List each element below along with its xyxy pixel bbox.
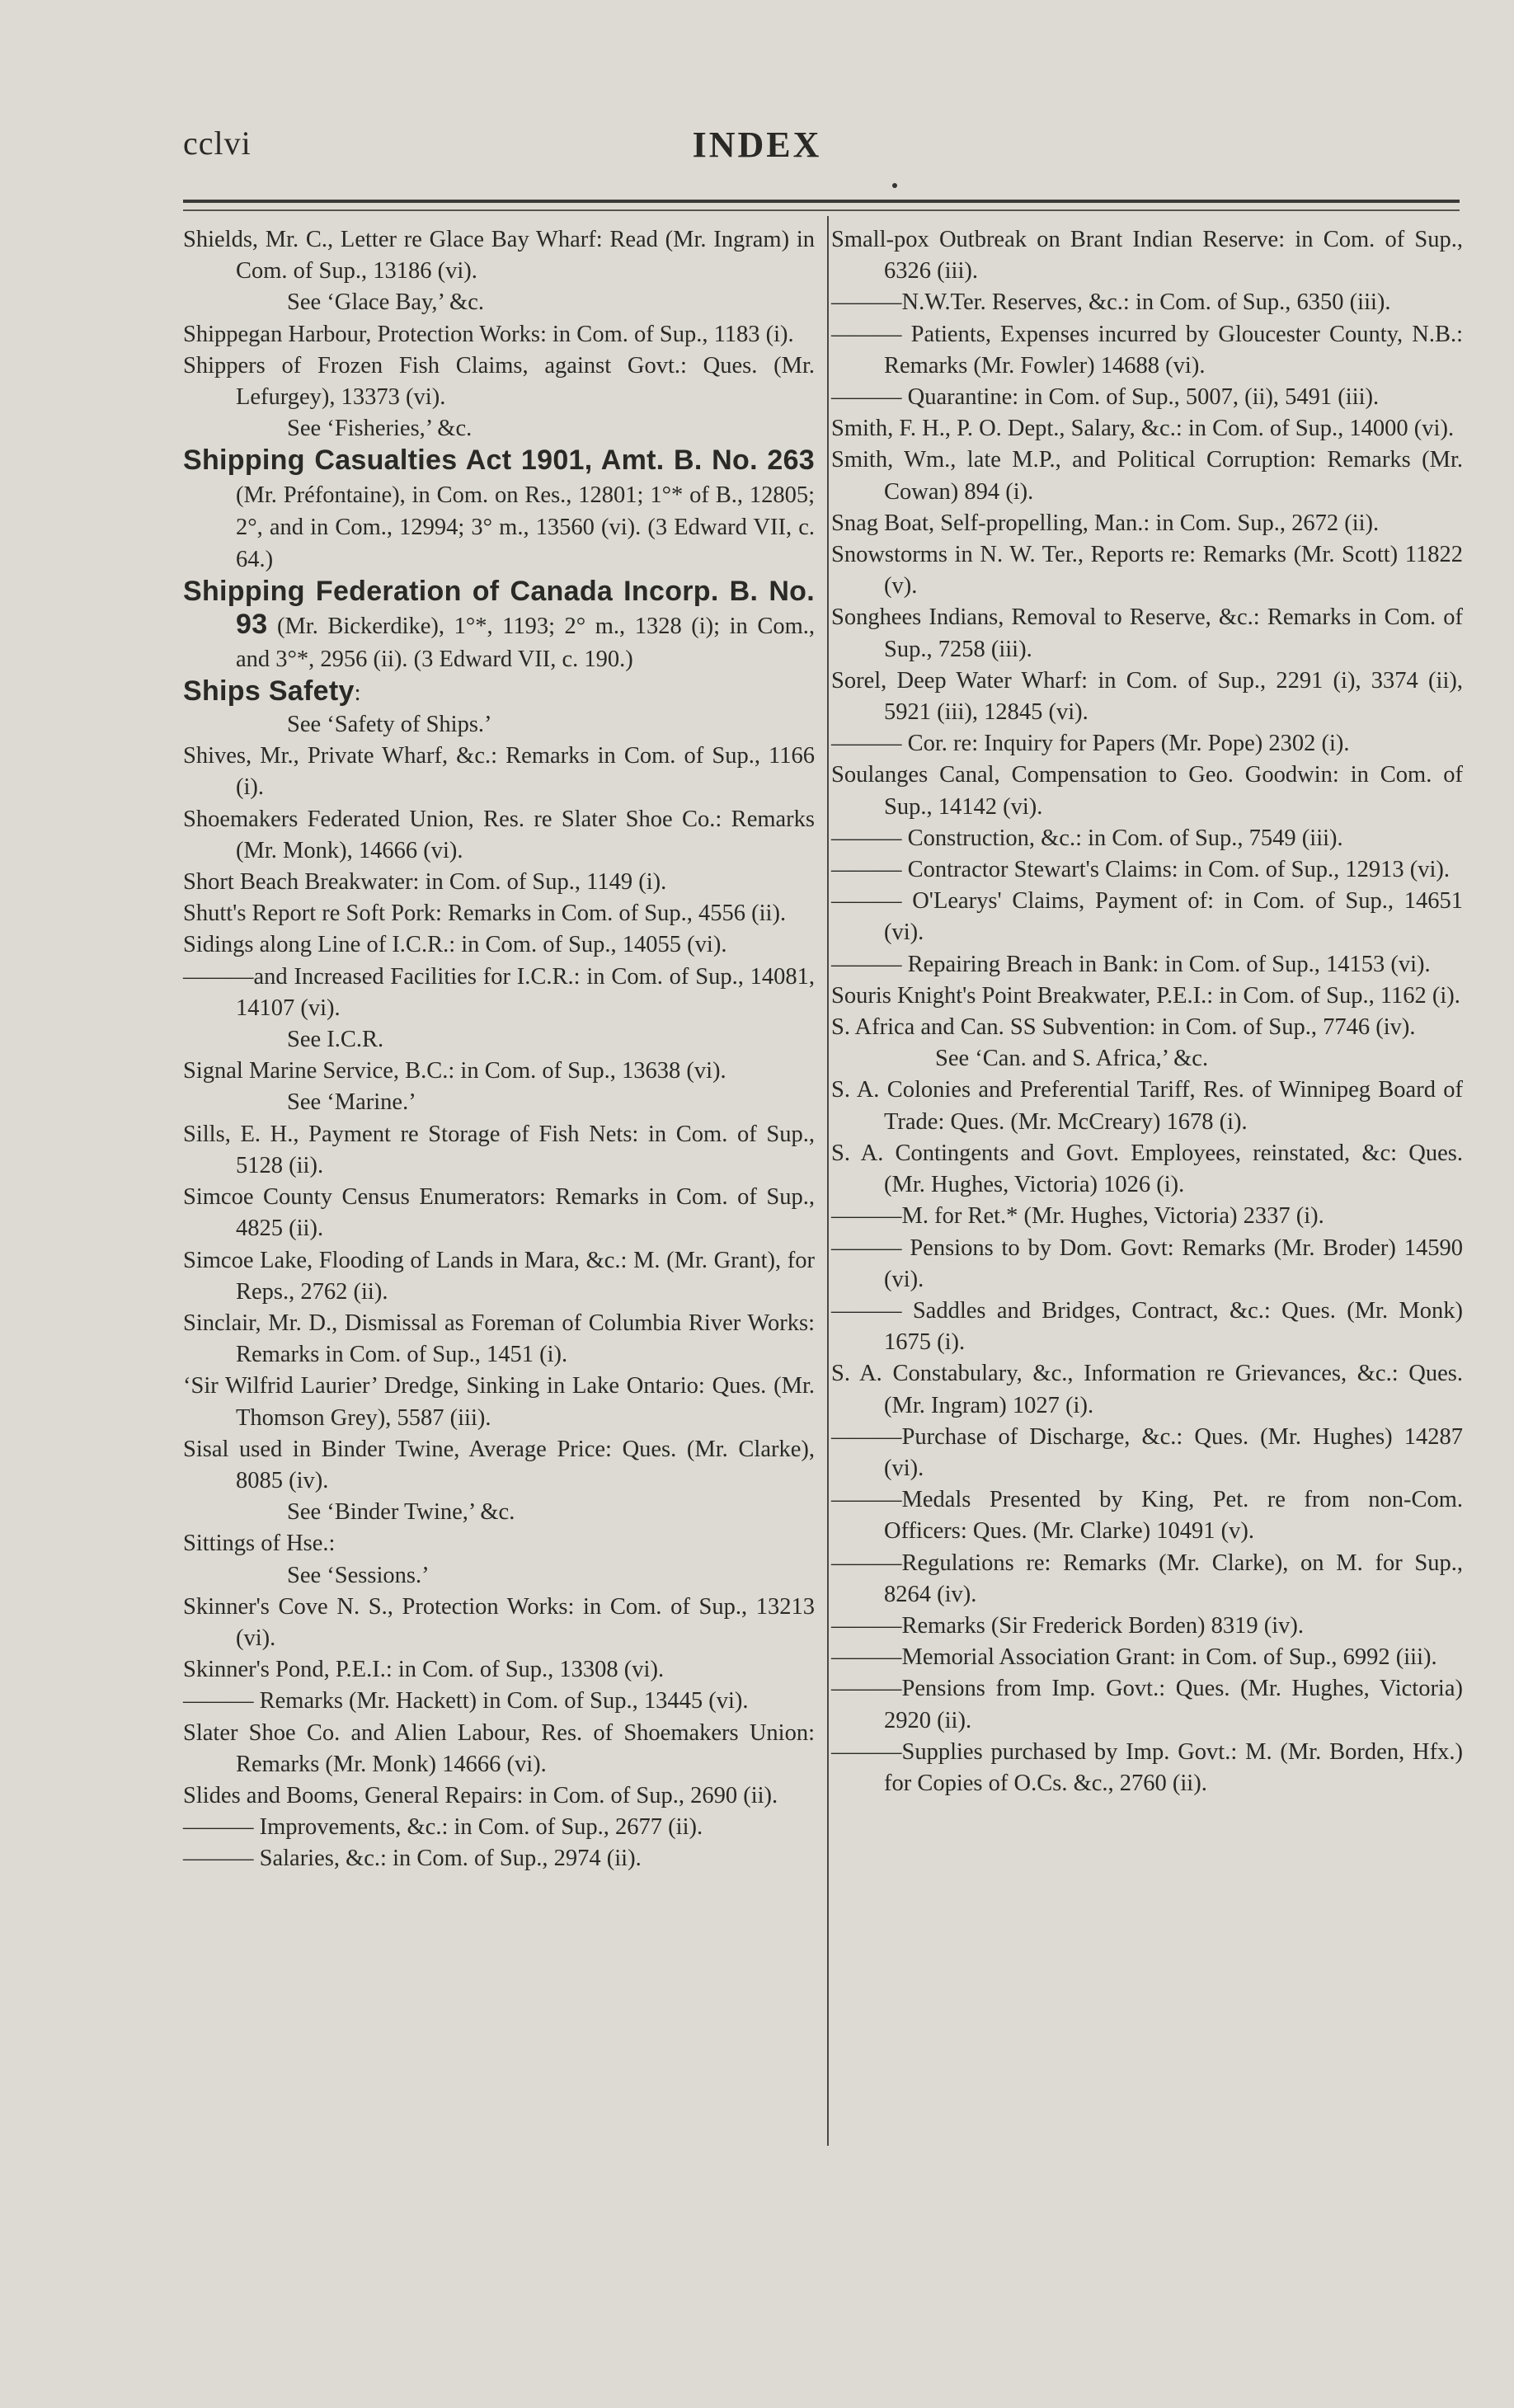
index-entry: S. A. Constabulary, &c., Information re Grievances, &c.: Ques. (Mr. Ingram) 1027 (i). bbox=[831, 1361, 1463, 1418]
index-entry: Sorel, Deep Water Wharf: in Com. of Sup., 2291 (i), 3374 (ii), 5921 (iii), 12845 (vi). bbox=[831, 667, 1463, 726]
index-entry: S. A. Contingents and Govt. Employees, reinstated, &c: Ques. (Mr. Hughes, Victoria) 1026 (i). bbox=[831, 1140, 1463, 1198]
index-subentry: ———Medals Presented by King, Pet. re from non-Com. Officers: Ques. (Mr. Clarke) 10491 (v). bbox=[831, 1487, 1463, 1545]
header-ornament bbox=[892, 183, 897, 188]
bill-heading: Ships Safety bbox=[183, 675, 355, 707]
index-subentry: ——— Saddles and Bridges, Contract, &c.: Ques. (Mr. Monk) 1675 (i). bbox=[831, 1297, 1463, 1356]
index-entry: Smith, F. H., P. O. Dept., Salary, &c.: in Com. of Sup., 14000 (vi). bbox=[831, 416, 1455, 442]
index-entry: Simcoe Lake, Flooding of Lands in Mara, &c.: M. (Mr. Grant), for Reps., 2762 (ii). bbox=[183, 1247, 815, 1305]
index-subentry: ——— Remarks (Mr. Hackett) in Com. of Sup., 13445 (vi). bbox=[183, 1688, 749, 1714]
cross-reference: See ‘Safety of Ships.’ bbox=[287, 712, 492, 738]
index-entry: Signal Marine Service, B.C.: in Com. of Sup., 13638 (vi). bbox=[183, 1058, 726, 1084]
index-entry: Songhees Indians, Removal to Reserve, &c.: Remarks in Com. of Sup., 7258 (iii). bbox=[831, 604, 1463, 662]
header-rule-thin bbox=[183, 209, 1460, 211]
index-subentry: ——— Quarantine: in Com. of Sup., 5007, (ii), 5491 (iii). bbox=[831, 384, 1380, 411]
column-divider bbox=[827, 216, 829, 2146]
bill-heading: Shipping Federation of Canada Incorp. B. No. 93 bbox=[183, 576, 815, 641]
index-entry: Soulanges Canal, Compensation to Geo. Goodwin: in Com. of Sup., 14142 (vi). bbox=[831, 762, 1463, 820]
index-entry: Sills, E. H., Payment re Storage of Fish Nets: in Com. of Sup., 5128 (ii). bbox=[183, 1121, 815, 1178]
index-subentry: ——— O'Learys' Claims, Payment of: in Com. of Sup., 14651 (vi). bbox=[831, 888, 1463, 946]
index-entry: Simcoe County Census Enumerators: Remarks in Com. of Sup., 4825 (ii). bbox=[183, 1184, 815, 1242]
index-entry-bill bbox=[183, 675, 815, 709]
index-entry: Shippers of Frozen Fish Claims, against Govt.: Ques. (Mr. Lefurgey), 13373 (vi). bbox=[183, 352, 815, 411]
index-subentry: ———Regulations re: Remarks (Mr. Clarke), on M. for Sup., 8264 (iv). bbox=[831, 1550, 1463, 1607]
index-subentry: ——— Improvements, &c.: in Com. of Sup., 2677 (ii). bbox=[183, 1814, 703, 1841]
index-subentry: ——— Pensions to by Dom. Govt: Remarks (Mr. Broder) 14590 (vi). bbox=[831, 1235, 1463, 1292]
bill-detail: (Mr. Préfontaine), in Com. on Res., 12801; 1°* of B., 12805; 2°, and in Com., 12994; 3° m., 13560 (vi). (3 Edward VII, c. 64.) bbox=[236, 482, 815, 573]
index-entry: S. A. Colonies and Preferential Tariff, Res. of Winnipeg Board of Trade: Ques. (Mr. McCreary) 1678 (i). bbox=[831, 1077, 1463, 1135]
index-subentry: ———Remarks (Sir Frederick Borden) 8319 (iv). bbox=[831, 1612, 1305, 1639]
index-entry: Snowstorms in N. W. Ter., Reports re: Remarks (Mr. Scott) 11822 (v). bbox=[831, 542, 1463, 600]
right-index-column bbox=[831, 224, 1463, 1799]
index-entry: Souris Knight's Point Breakwater, P.E.I.: in Com. of Sup., 1162 (i). bbox=[831, 982, 1460, 1009]
index-subentry: ———N.W.Ter. Reserves, &c.: in Com. of Sup., 6350 (iii). bbox=[831, 289, 1391, 316]
cross-reference: See ‘Fisheries,’ &c. bbox=[287, 416, 473, 442]
index-subentry: ——— Repairing Breach in Bank: in Com. of Sup., 14153 (vi). bbox=[831, 951, 1431, 977]
index-subentry: ——— Contractor Stewart's Claims: in Com. of Sup., 12913 (vi). bbox=[831, 857, 1451, 883]
left-index-column bbox=[183, 224, 815, 1875]
index-subentry: ——— Salaries, &c.: in Com. of Sup., 2974 (ii). bbox=[183, 1846, 642, 1872]
index-subentry: ———Memorial Association Grant: in Com. of Sup., 6992 (iii). bbox=[831, 1644, 1437, 1671]
index-subentry: ——— Cor. re: Inquiry for Papers (Mr. Pope) 2302 (i). bbox=[831, 731, 1350, 757]
header-rule bbox=[183, 200, 1460, 203]
index-entry: Sisal used in Binder Twine, Average Price: Ques. (Mr. Clarke), 8085 (iv). bbox=[183, 1436, 815, 1493]
cross-reference: See I.C.R. bbox=[287, 1027, 384, 1053]
index-entry: Sidings along Line of I.C.R.: in Com. of Sup., 14055 (vi). bbox=[183, 932, 727, 958]
index-entry: Shoemakers Federated Union, Res. re Slater Shoe Co.: Remarks (Mr. Monk), 14666 (vi). bbox=[183, 806, 815, 863]
cross-reference: See ‘Marine.’ bbox=[287, 1089, 416, 1116]
index-entry: Shippegan Harbour, Protection Works: in Com. of Sup., 1183 (i). bbox=[183, 321, 794, 347]
cross-reference: See ‘Sessions.’ bbox=[287, 1562, 430, 1588]
index-subentry: ——— Patients, Expenses incurred by Gloucester County, N.B.: Remarks (Mr. Fowler) 14688 (vi). bbox=[831, 321, 1463, 379]
index-entry: Shutt's Report re Soft Pork: Remarks in Com. of Sup., 4556 (ii). bbox=[183, 901, 787, 927]
cross-reference: See ‘Can. and S. Africa,’ &c. bbox=[935, 1046, 1209, 1072]
index-entry: Smith, Wm., late M.P., and Political Corruption: Remarks (Mr. Cowan) 894 (i). bbox=[831, 447, 1463, 505]
bill-detail: (Mr. Bickerdike), 1°*, 1193; 2° m., 1328 (i); in Com., and 3°*, 2956 (ii). (3 Edward VII, c. 190.) bbox=[236, 614, 815, 672]
index-entry: Sinclair, Mr. D., Dismissal as Foreman of Columbia River Works: Remarks in Com. of Sup., 1451 (i). bbox=[183, 1310, 815, 1368]
cross-reference: See ‘Binder Twine,’ &c. bbox=[287, 1499, 515, 1526]
index-entry: S. Africa and Can. SS Subvention: in Com. of Sup., 7746 (iv). bbox=[831, 1014, 1416, 1041]
index-entry-bill bbox=[183, 444, 815, 576]
index-subentry: ———Pensions from Imp. Govt.: Ques. (Mr. Hughes, Victoria) 2920 (ii). bbox=[831, 1676, 1463, 1733]
index-subentry: ——— Construction, &c.: in Com. of Sup., 7549 (iii). bbox=[831, 825, 1343, 851]
bill-heading: Shipping Casualties Act 1901, Amt. B. No. 263 bbox=[183, 444, 815, 477]
index-entry: Short Beach Breakwater: in Com. of Sup., 1149 (i). bbox=[183, 869, 667, 896]
index-entry: Skinner's Pond, P.E.I.: in Com. of Sup., 13308 (vi). bbox=[183, 1657, 665, 1683]
index-entry: Snag Boat, Self-propelling, Man.: in Com. Sup., 2672 (ii). bbox=[831, 510, 1380, 536]
index-entry: Sittings of Hse.: bbox=[183, 1531, 336, 1557]
index-entry: Slides and Booms, General Repairs: in Com. of Sup., 2690 (ii). bbox=[183, 1782, 778, 1808]
index-subentry: ———M. for Ret.* (Mr. Hughes, Victoria) 2337 (i). bbox=[831, 1203, 1324, 1230]
index-entry-bill bbox=[183, 576, 815, 675]
index-entry: Skinner's Cove N. S., Protection Works: in Com. of Sup., 13213 (vi). bbox=[183, 1593, 815, 1651]
index-subentry: ———Purchase of Discharge, &c.: Ques. (Mr. Hughes) 14287 (vi). bbox=[831, 1423, 1463, 1481]
index-subentry: ———and Increased Facilities for I.C.R.: in Com. of Sup., 14081, 14107 (vi). bbox=[183, 963, 815, 1021]
index-subentry: ———Supplies purchased by Imp. Govt.: M. (Mr. Borden, Hfx.) for Copies of O.Cs. &c., 2760 (ii). bbox=[831, 1738, 1463, 1796]
page-folio: cclvi bbox=[183, 125, 252, 162]
running-head-title: INDEX bbox=[692, 125, 822, 165]
index-entry: Shives, Mr., Private Wharf, &c.: Remarks in Com. of Sup., 1166 (i). bbox=[183, 743, 815, 801]
index-entry: ‘Sir Wilfrid Laurier’ Dredge, Sinking in Lake Ontario: Ques. (Mr. Thomson Grey), 5587 (iii). bbox=[183, 1373, 815, 1431]
bill-detail: : bbox=[354, 680, 361, 706]
index-entry: Small-pox Outbreak on Brant Indian Reserve: in Com. of Sup., 6326 (iii). bbox=[831, 227, 1463, 285]
index-entry: Shields, Mr. C., Letter re Glace Bay Wharf: Read (Mr. Ingram) in Com. of Sup., 13186 (vi). bbox=[183, 227, 815, 285]
cross-reference: See ‘Glace Bay,’ &c. bbox=[287, 289, 484, 316]
index-entry: Slater Shoe Co. and Alien Labour, Res. of Shoemakers Union: Remarks (Mr. Monk) 14666 (vi). bbox=[183, 1719, 815, 1777]
